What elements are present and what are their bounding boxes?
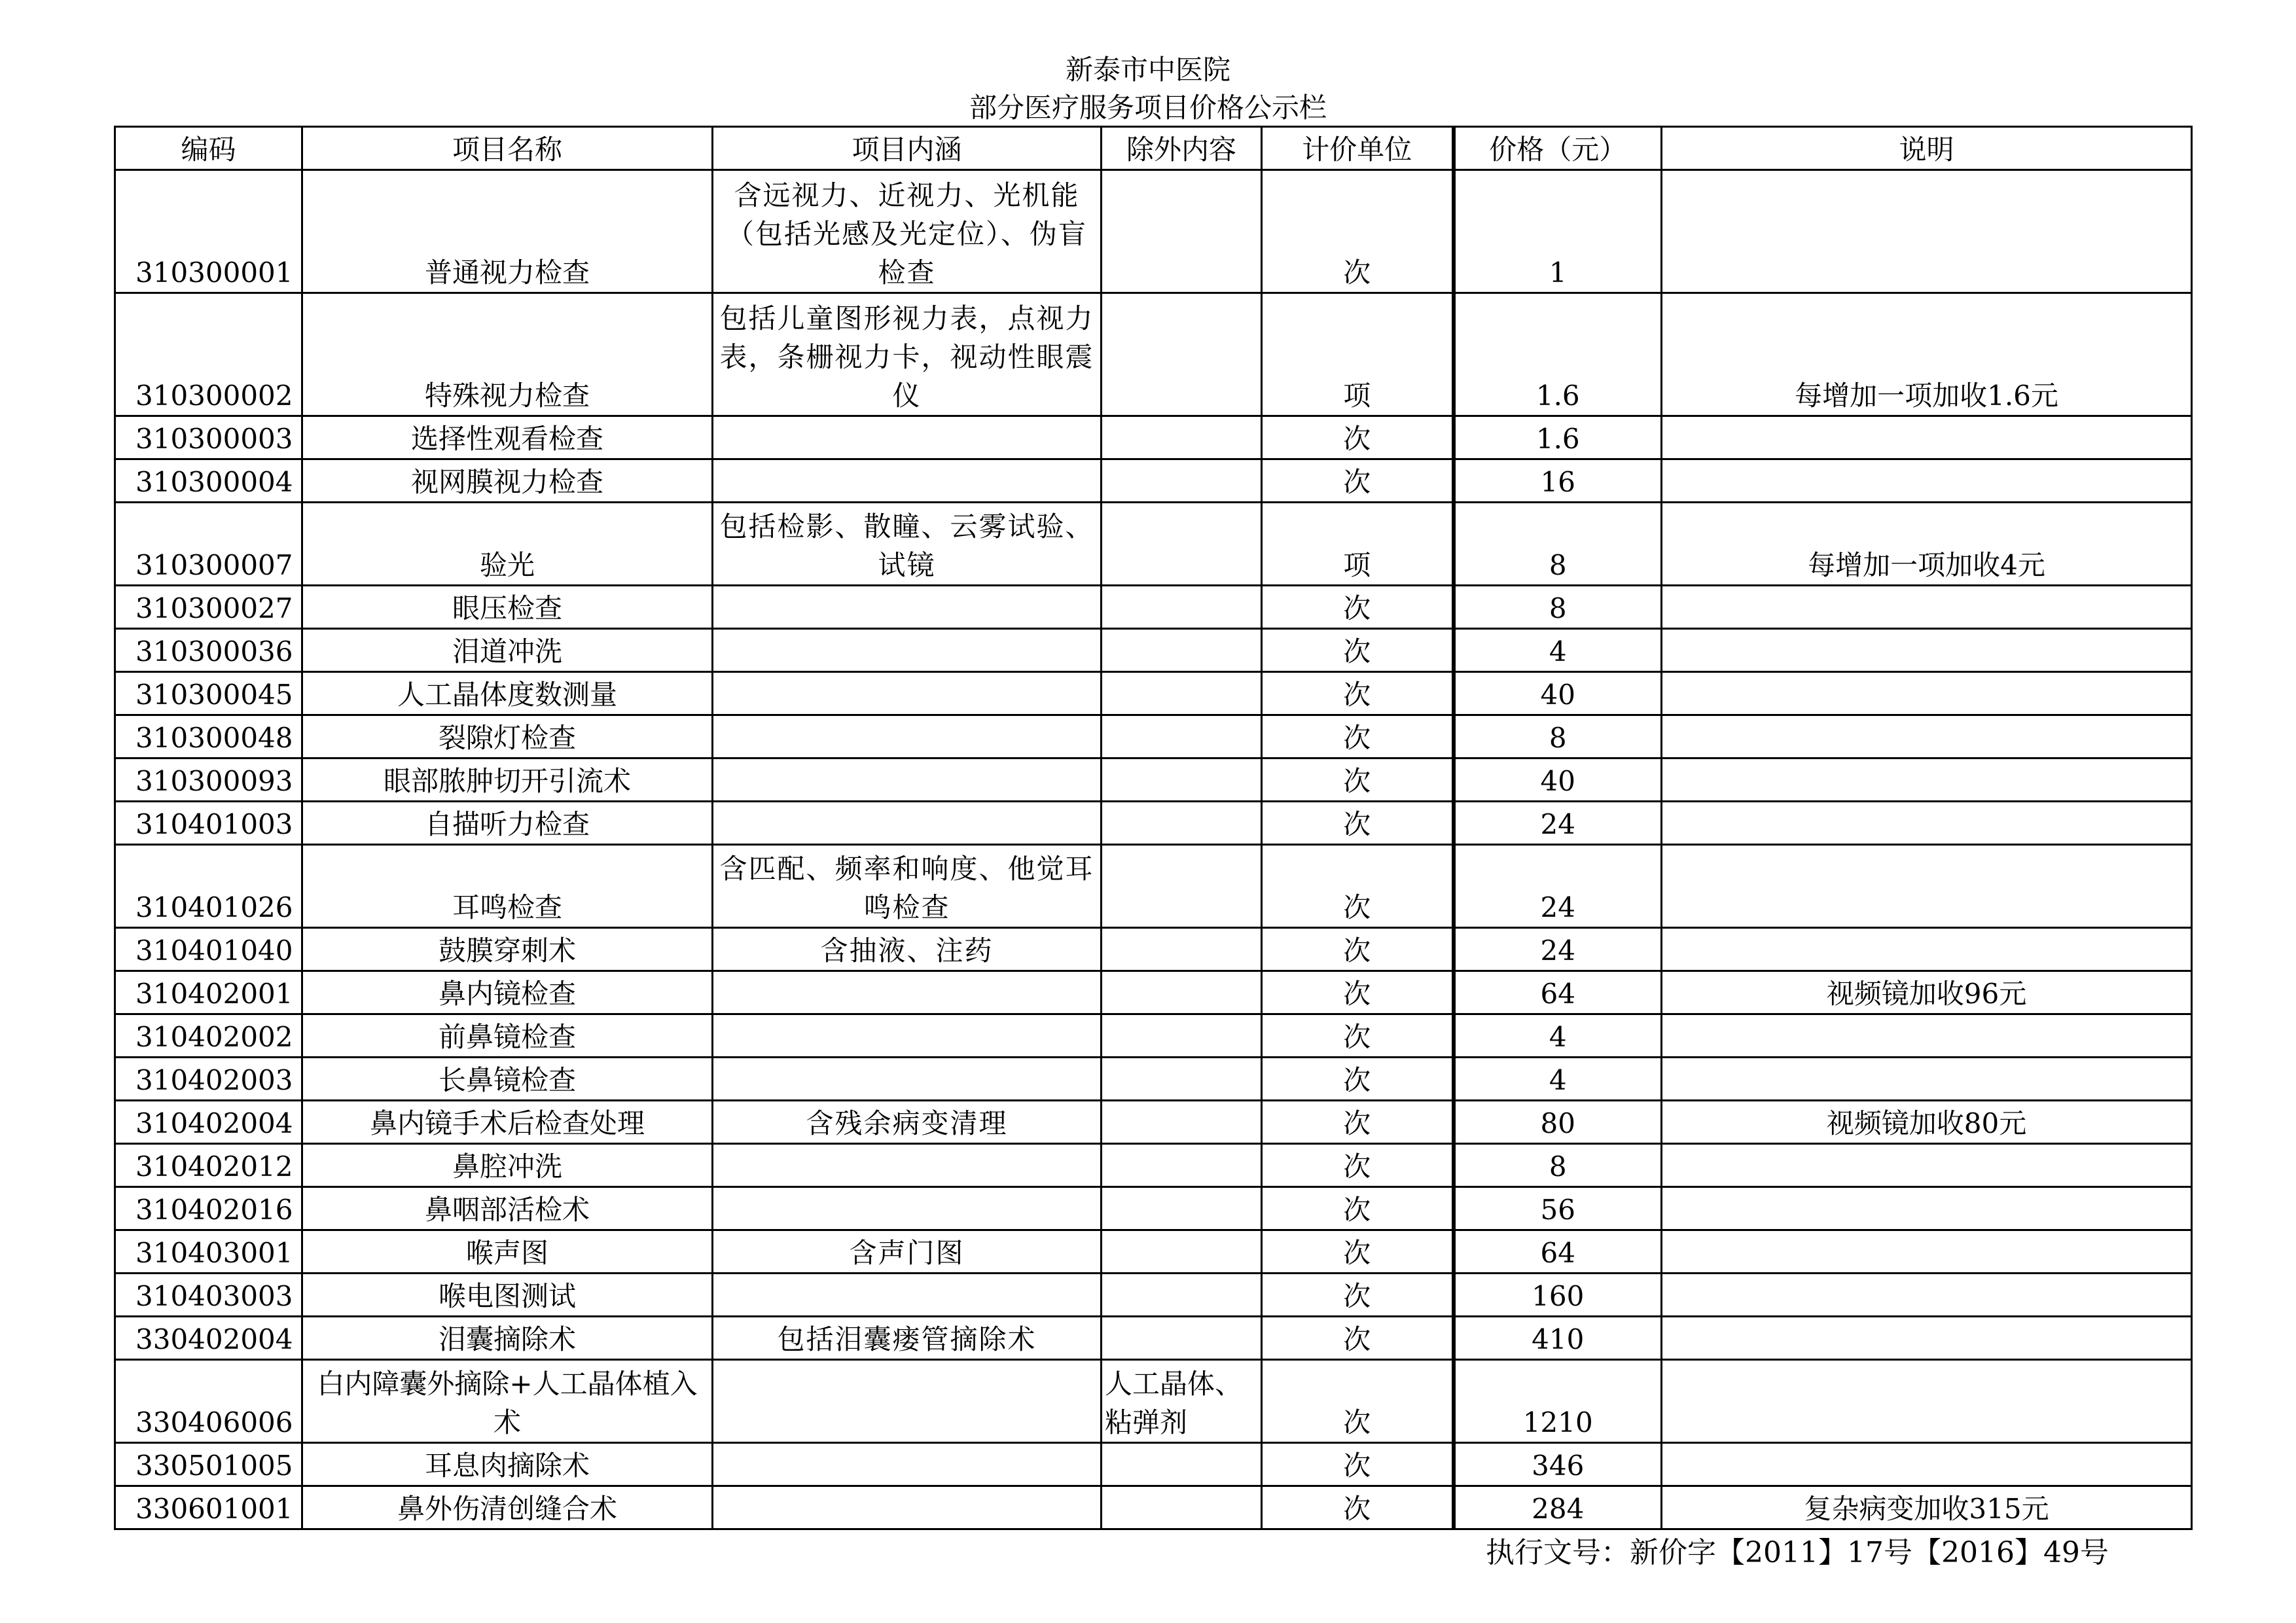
cell-item-content: 含匹配、频率和响度、他觉耳鸣检查 [713,845,1102,928]
cell-code: 310300045 [115,672,302,715]
cell-price: 160 [1454,1274,1662,1317]
column-header-note: 说明 [1662,127,2192,170]
cell-item-name: 特殊视力检查 [302,293,713,416]
cell-note [1662,1187,2192,1230]
cell-note: 视频镜加收80元 [1662,1101,2192,1144]
cell-excluded [1102,629,1262,672]
cell-excluded [1102,758,1262,802]
cell-price: 8 [1454,715,1662,758]
cell-item-content: 含声门图 [713,1230,1102,1274]
cell-code: 330501005 [115,1443,302,1486]
cell-note [1662,629,2192,672]
cell-item-name: 喉声图 [302,1230,713,1274]
cell-excluded [1102,715,1262,758]
cell-item-content [713,1360,1102,1443]
document-number: 执行文号：新价字【2011】17号【2016】49号 [1486,1536,2109,1569]
cell-note [1662,802,2192,845]
cell-item-name: 普通视力检查 [302,170,713,293]
cell-price: 4 [1454,1058,1662,1101]
cell-item-name: 鼻内镜手术后检查处理 [302,1101,713,1144]
cell-excluded [1102,928,1262,971]
table-row [115,459,2192,503]
cell-code: 310402004 [115,1101,302,1144]
table-row [115,802,2192,845]
cell-code: 310402002 [115,1014,302,1058]
cell-code: 310300004 [115,459,302,503]
cell-note [1662,1317,2192,1360]
cell-code: 310403003 [115,1274,302,1317]
cell-code: 310300007 [115,503,302,586]
cell-excluded [1102,1486,1262,1529]
table-row [115,1486,2192,1529]
cell-note [1662,459,2192,503]
cell-excluded [1102,971,1262,1014]
cell-unit: 次 [1262,170,1454,293]
cell-excluded [1102,1317,1262,1360]
cell-unit: 次 [1262,758,1454,802]
cell-item-name: 泪道冲洗 [302,629,713,672]
cell-note [1662,845,2192,928]
table-row [115,629,2192,672]
cell-item-content [713,629,1102,672]
hospital-name: 新泰市中医院 [1065,54,1230,86]
cell-code: 310300001 [115,170,302,293]
table-row [115,416,2192,459]
cell-code: 310300002 [115,293,302,416]
table-row [115,1101,2192,1144]
cell-item-name: 鼻咽部活检术 [302,1187,713,1230]
cell-item-content [713,1058,1102,1101]
cell-price: 4 [1454,1014,1662,1058]
cell-unit: 次 [1262,1317,1454,1360]
cell-price: 4 [1454,629,1662,672]
cell-note: 每增加一项加收4元 [1662,503,2192,586]
cell-unit: 次 [1262,629,1454,672]
cell-item-name: 自描听力检查 [302,802,713,845]
cell-excluded [1102,1187,1262,1230]
page-title: 部分医疗服务项目价格公示栏 [969,92,1327,124]
cell-price: 346 [1454,1443,1662,1486]
cell-note [1662,1274,2192,1317]
cell-unit: 次 [1262,715,1454,758]
cell-price: 8 [1454,586,1662,629]
cell-price: 1 [1454,170,1662,293]
cell-item-name: 鼻内镜检查 [302,971,713,1014]
cell-price: 1.6 [1454,416,1662,459]
cell-code: 310403001 [115,1230,302,1274]
cell-excluded [1102,1274,1262,1317]
cell-item-name: 耳息肉摘除术 [302,1443,713,1486]
cell-item-content [713,1187,1102,1230]
cell-price: 8 [1454,1144,1662,1187]
cell-excluded [1102,416,1262,459]
cell-note [1662,1443,2192,1486]
cell-note [1662,758,2192,802]
cell-code: 310402016 [115,1187,302,1230]
cell-unit: 次 [1262,1101,1454,1144]
table-row [115,1187,2192,1230]
cell-item-content [713,586,1102,629]
column-header-unit: 计价单位 [1262,127,1454,170]
cell-unit: 次 [1262,1443,1454,1486]
cell-price: 40 [1454,672,1662,715]
cell-excluded [1102,802,1262,845]
column-header-price: 价格（元） [1454,127,1662,170]
cell-price: 410 [1454,1317,1662,1360]
cell-unit: 次 [1262,672,1454,715]
cell-price: 56 [1454,1187,1662,1230]
price-table [114,126,2193,1530]
cell-item-content [713,1443,1102,1486]
cell-item-name: 眼压检查 [302,586,713,629]
cell-item-name: 人工晶体度数测量 [302,672,713,715]
cell-item-content: 含抽液、注药 [713,928,1102,971]
cell-price: 24 [1454,928,1662,971]
cell-price: 24 [1454,845,1662,928]
cell-unit: 项 [1262,503,1454,586]
cell-unit: 次 [1262,1360,1454,1443]
cell-code: 310300027 [115,586,302,629]
cell-excluded [1102,845,1262,928]
cell-unit: 次 [1262,1058,1454,1101]
cell-item-name: 鼻外伤清创缝合术 [302,1486,713,1529]
cell-code: 310401026 [115,845,302,928]
table-header-row [115,127,2192,170]
table-row [115,1360,2192,1443]
table-row [115,672,2192,715]
cell-code: 310401040 [115,928,302,971]
cell-item-name: 泪囊摘除术 [302,1317,713,1360]
cell-excluded: 人工晶体、粘弹剂 [1102,1360,1262,1443]
cell-excluded [1102,1058,1262,1101]
cell-price: 24 [1454,802,1662,845]
table-row [115,503,2192,586]
cell-code: 310402012 [115,1144,302,1187]
cell-excluded [1102,503,1262,586]
cell-excluded [1102,1014,1262,1058]
cell-item-content [713,1486,1102,1529]
cell-unit: 次 [1262,971,1454,1014]
cell-item-content [713,1014,1102,1058]
column-header-code: 编码 [115,127,302,170]
cell-unit: 次 [1262,845,1454,928]
cell-item-name: 视网膜视力检查 [302,459,713,503]
cell-note [1662,1360,2192,1443]
cell-note [1662,672,2192,715]
cell-excluded [1102,1230,1262,1274]
cell-code: 310300048 [115,715,302,758]
cell-excluded [1102,1144,1262,1187]
cell-code: 310402003 [115,1058,302,1101]
cell-excluded [1102,586,1262,629]
cell-note [1662,1014,2192,1058]
cell-item-content [713,802,1102,845]
table-row [115,1317,2192,1360]
cell-note [1662,715,2192,758]
cell-item-name: 鼻腔冲洗 [302,1144,713,1187]
cell-code: 310402001 [115,971,302,1014]
cell-unit: 次 [1262,1014,1454,1058]
table-row [115,586,2192,629]
cell-item-name: 长鼻镜检查 [302,1058,713,1101]
cell-unit: 项 [1262,293,1454,416]
table-row [115,928,2192,971]
cell-item-name: 鼓膜穿刺术 [302,928,713,971]
cell-unit: 次 [1262,928,1454,971]
cell-excluded [1102,1101,1262,1144]
cell-unit: 次 [1262,1144,1454,1187]
cell-item-content [713,1274,1102,1317]
cell-unit: 次 [1262,416,1454,459]
cell-unit: 次 [1262,1486,1454,1529]
cell-item-content [713,459,1102,503]
table-row [115,170,2192,293]
cell-item-content [713,971,1102,1014]
cell-note [1662,928,2192,971]
cell-code: 330406006 [115,1360,302,1443]
table-row [115,1014,2192,1058]
cell-unit: 次 [1262,1230,1454,1274]
cell-price: 64 [1454,971,1662,1014]
table-row [115,1443,2192,1486]
cell-item-content: 包括泪囊瘘管摘除术 [713,1317,1102,1360]
table-row [115,971,2192,1014]
cell-item-name: 喉电图测试 [302,1274,713,1317]
cell-note: 视频镜加收96元 [1662,971,2192,1014]
cell-note [1662,170,2192,293]
cell-excluded [1102,293,1262,416]
cell-item-name: 裂隙灯检查 [302,715,713,758]
cell-note: 复杂病变加收315元 [1662,1486,2192,1529]
cell-item-name: 选择性观看检查 [302,416,713,459]
cell-price: 1210 [1454,1360,1662,1443]
column-header-content: 项目内涵 [713,127,1102,170]
cell-item-content [713,672,1102,715]
cell-item-name: 前鼻镜检查 [302,1014,713,1058]
cell-code: 310401003 [115,802,302,845]
cell-item-content [713,1144,1102,1187]
cell-code: 310300003 [115,416,302,459]
cell-item-name: 眼部脓肿切开引流术 [302,758,713,802]
cell-code: 330402004 [115,1317,302,1360]
cell-price: 16 [1454,459,1662,503]
cell-item-content: 包括儿童图形视力表，点视力表，条栅视力卡，视动性眼震仪 [713,293,1102,416]
cell-item-content [713,715,1102,758]
table-row [115,1058,2192,1101]
cell-item-content: 包括检影、散瞳、云雾试验、试镜 [713,503,1102,586]
cell-item-name: 白内障囊外摘除+人工晶体植入术 [302,1360,713,1443]
table-row [115,1230,2192,1274]
table-row [115,758,2192,802]
cell-unit: 次 [1262,459,1454,503]
cell-note [1662,586,2192,629]
cell-excluded [1102,459,1262,503]
cell-unit: 次 [1262,802,1454,845]
cell-price: 8 [1454,503,1662,586]
cell-item-content [713,416,1102,459]
cell-note [1662,1230,2192,1274]
cell-excluded [1102,1443,1262,1486]
cell-price: 40 [1454,758,1662,802]
column-header-name: 项目名称 [302,127,713,170]
table-row [115,845,2192,928]
cell-unit: 次 [1262,586,1454,629]
cell-code: 310300093 [115,758,302,802]
cell-excluded [1102,672,1262,715]
cell-item-content: 含远视力、近视力、光机能（包括光感及光定位）、伪盲检查 [713,170,1102,293]
table-row [115,293,2192,416]
cell-item-content: 含残余病变清理 [713,1101,1102,1144]
cell-unit: 次 [1262,1274,1454,1317]
cell-note [1662,1058,2192,1101]
cell-excluded [1102,170,1262,293]
cell-code: 310300036 [115,629,302,672]
cell-item-name: 验光 [302,503,713,586]
cell-price: 284 [1454,1486,1662,1529]
cell-note [1662,416,2192,459]
cell-item-content [713,758,1102,802]
cell-note [1662,1144,2192,1187]
table-row [115,1274,2192,1317]
cell-price: 1.6 [1454,293,1662,416]
column-header-excluded: 除外内容 [1102,127,1262,170]
cell-code: 330601001 [115,1486,302,1529]
table-row [115,715,2192,758]
cell-note: 每增加一项加收1.6元 [1662,293,2192,416]
table-row [115,1144,2192,1187]
cell-unit: 次 [1262,1187,1454,1230]
cell-price: 80 [1454,1101,1662,1144]
cell-item-name: 耳鸣检查 [302,845,713,928]
cell-price: 64 [1454,1230,1662,1274]
